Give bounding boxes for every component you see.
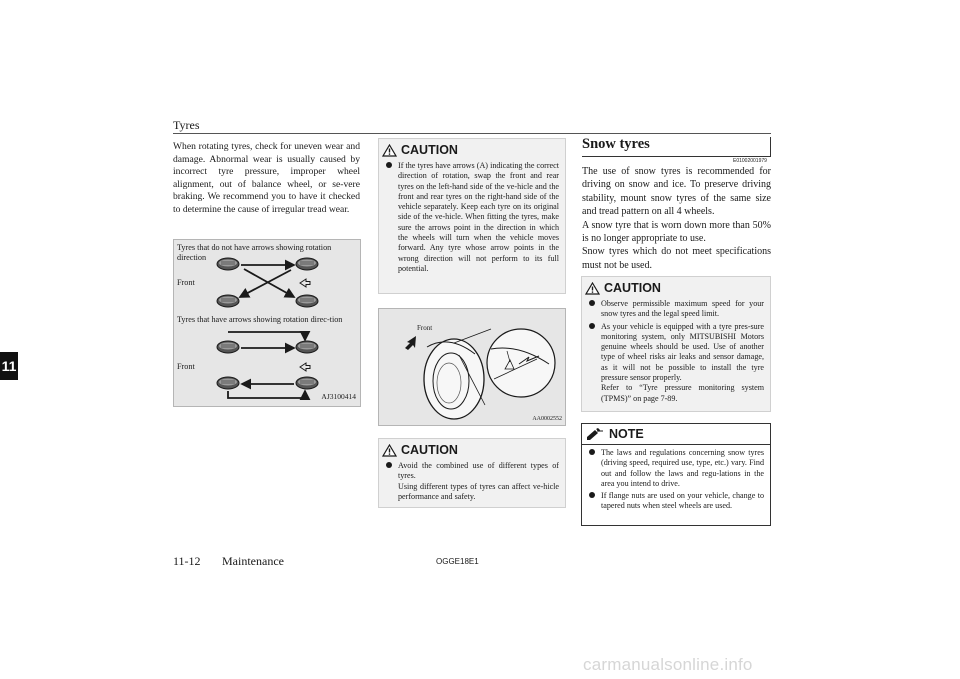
section-code: E01002001979 [733,158,767,164]
caution-label: CAUTION [604,281,661,295]
snow-paragraph: Snow tyres which do not meet specifications must not be used. [582,246,771,271]
note-item: The laws and regulations concerning snow tyres (driving speed, required use, type, etc.) vary. Find out and follow the laws and regu-lations in the area you intend to drive. [588,448,764,489]
bullet-icon [589,449,595,455]
caution-heading [582,277,770,299]
footer-doc-code: OGGE18E1 [436,557,479,566]
caption-no-arrows: Tyres that do not have arrows showing rotation direction [177,243,332,262]
section-title: Snow tyres [582,136,650,152]
note-heading [582,424,770,445]
front-label: Front [417,324,433,332]
caution-list [379,461,565,510]
caution-label: CAUTION [401,443,458,457]
warning-triangle-icon [382,444,397,457]
caution-heading [379,139,565,161]
front-label-upper: Front [177,278,195,287]
section-divider-vertical [770,137,771,157]
tyre-illustration [379,309,565,425]
caution-item: Observe permissible maximum speed for your snow tyres and the legal speed limit. [588,299,764,320]
snow-paragraph: The use of snow tyres is recommended for driving on snow and ice. To preserve driving stability, mount snow tyres of the same size and tread pattern on all 4 wheels. [582,166,771,218]
footer-section-name: Maintenance [222,554,284,568]
tyre-rotation-diagram [174,240,360,406]
front-arrow-icon [300,279,310,287]
front-label-lower: Front [177,362,195,371]
warning-triangle-icon [382,144,397,157]
footer-page-number: 11-12 [173,554,201,568]
snow-tyres-body [582,165,771,272]
note-list [582,445,770,520]
bullet-icon [386,462,392,468]
caption-arrows: Tyres that have arrows showing rotation direc-tion [177,315,343,324]
bullet-icon [589,300,595,306]
bullet-icon [589,492,595,498]
watermark-text: carmanualsonline.info [583,655,753,674]
note-item: If flange nuts are used on your vehicle, change to tapered nuts when steel wheels are used. [588,491,764,512]
section-divider [582,156,771,157]
caution-item: If the tyres have arrows (A) indicating the correct direction of rotation, swap the front and rear tyres on the left-hand side of the ve-hicle and the front and rear tyres on the right-hand side of the vehicle separately. Keep each tyre on its original side of the ve-hicle. When fitting the tyres, make sure the arrows point in the direction in which the wheels will turn when the vehicle moves forward. Any tyre whose arrow points in the wrong direction will not perform to its full potential. [385,161,559,274]
caution-item: Avoid the combined use of different types of tyres. Using different types of tyres can affect ve-hicle performance and safety. [385,461,559,502]
caution-box-rotation [378,138,566,294]
page-header-title: Tyres [173,118,200,132]
caution-heading [379,439,565,461]
caution-box-snow [581,276,771,412]
note-label: NOTE [609,427,644,441]
front-arrow-icon [300,363,310,371]
bullet-icon [589,323,595,329]
caution-box-mixed-tyres [378,438,566,508]
figure2-code: AA0002552 [532,416,562,422]
bullet-icon [386,162,392,168]
chapter-tab: 11 [0,352,18,380]
arrow-tyre-figure [378,308,566,426]
header-divider [173,133,771,134]
note-box [581,423,771,526]
snow-paragraph: A snow tyre that is worn down more than 50% is no longer appropriate to use. [582,219,771,245]
caution-item: As your vehicle is equipped with a tyre pres-sure monitoring system, only MITSUBISHI Motors genuine wheels should be used. Use of another type of wheel risks air leaks and sensor damage, as it will not be possible to install the tyre pressure sensor properly. Refer to “Tyre pressure monitoring system (TPMS)” on page 7-89. [588,322,764,404]
figure1-code: AJ3100414 [321,392,356,401]
pencil-note-icon [586,428,604,440]
front-arrow-icon [405,336,416,350]
caution-label: CAUTION [401,143,458,157]
caution-list [379,161,565,282]
tyre-rotation-figure [173,239,361,407]
intro-paragraph: When rotating tyres, check for uneven wear and damage. Abnormal wear is usually caused by incorrect tyre pressure, improper wheel alignment, out of balance wheel, or se-vere braking. We recommend you to have it checked to determine the cause of irregular tread wear. [173,141,360,215]
caution-list [582,299,770,412]
warning-triangle-icon [585,282,600,295]
